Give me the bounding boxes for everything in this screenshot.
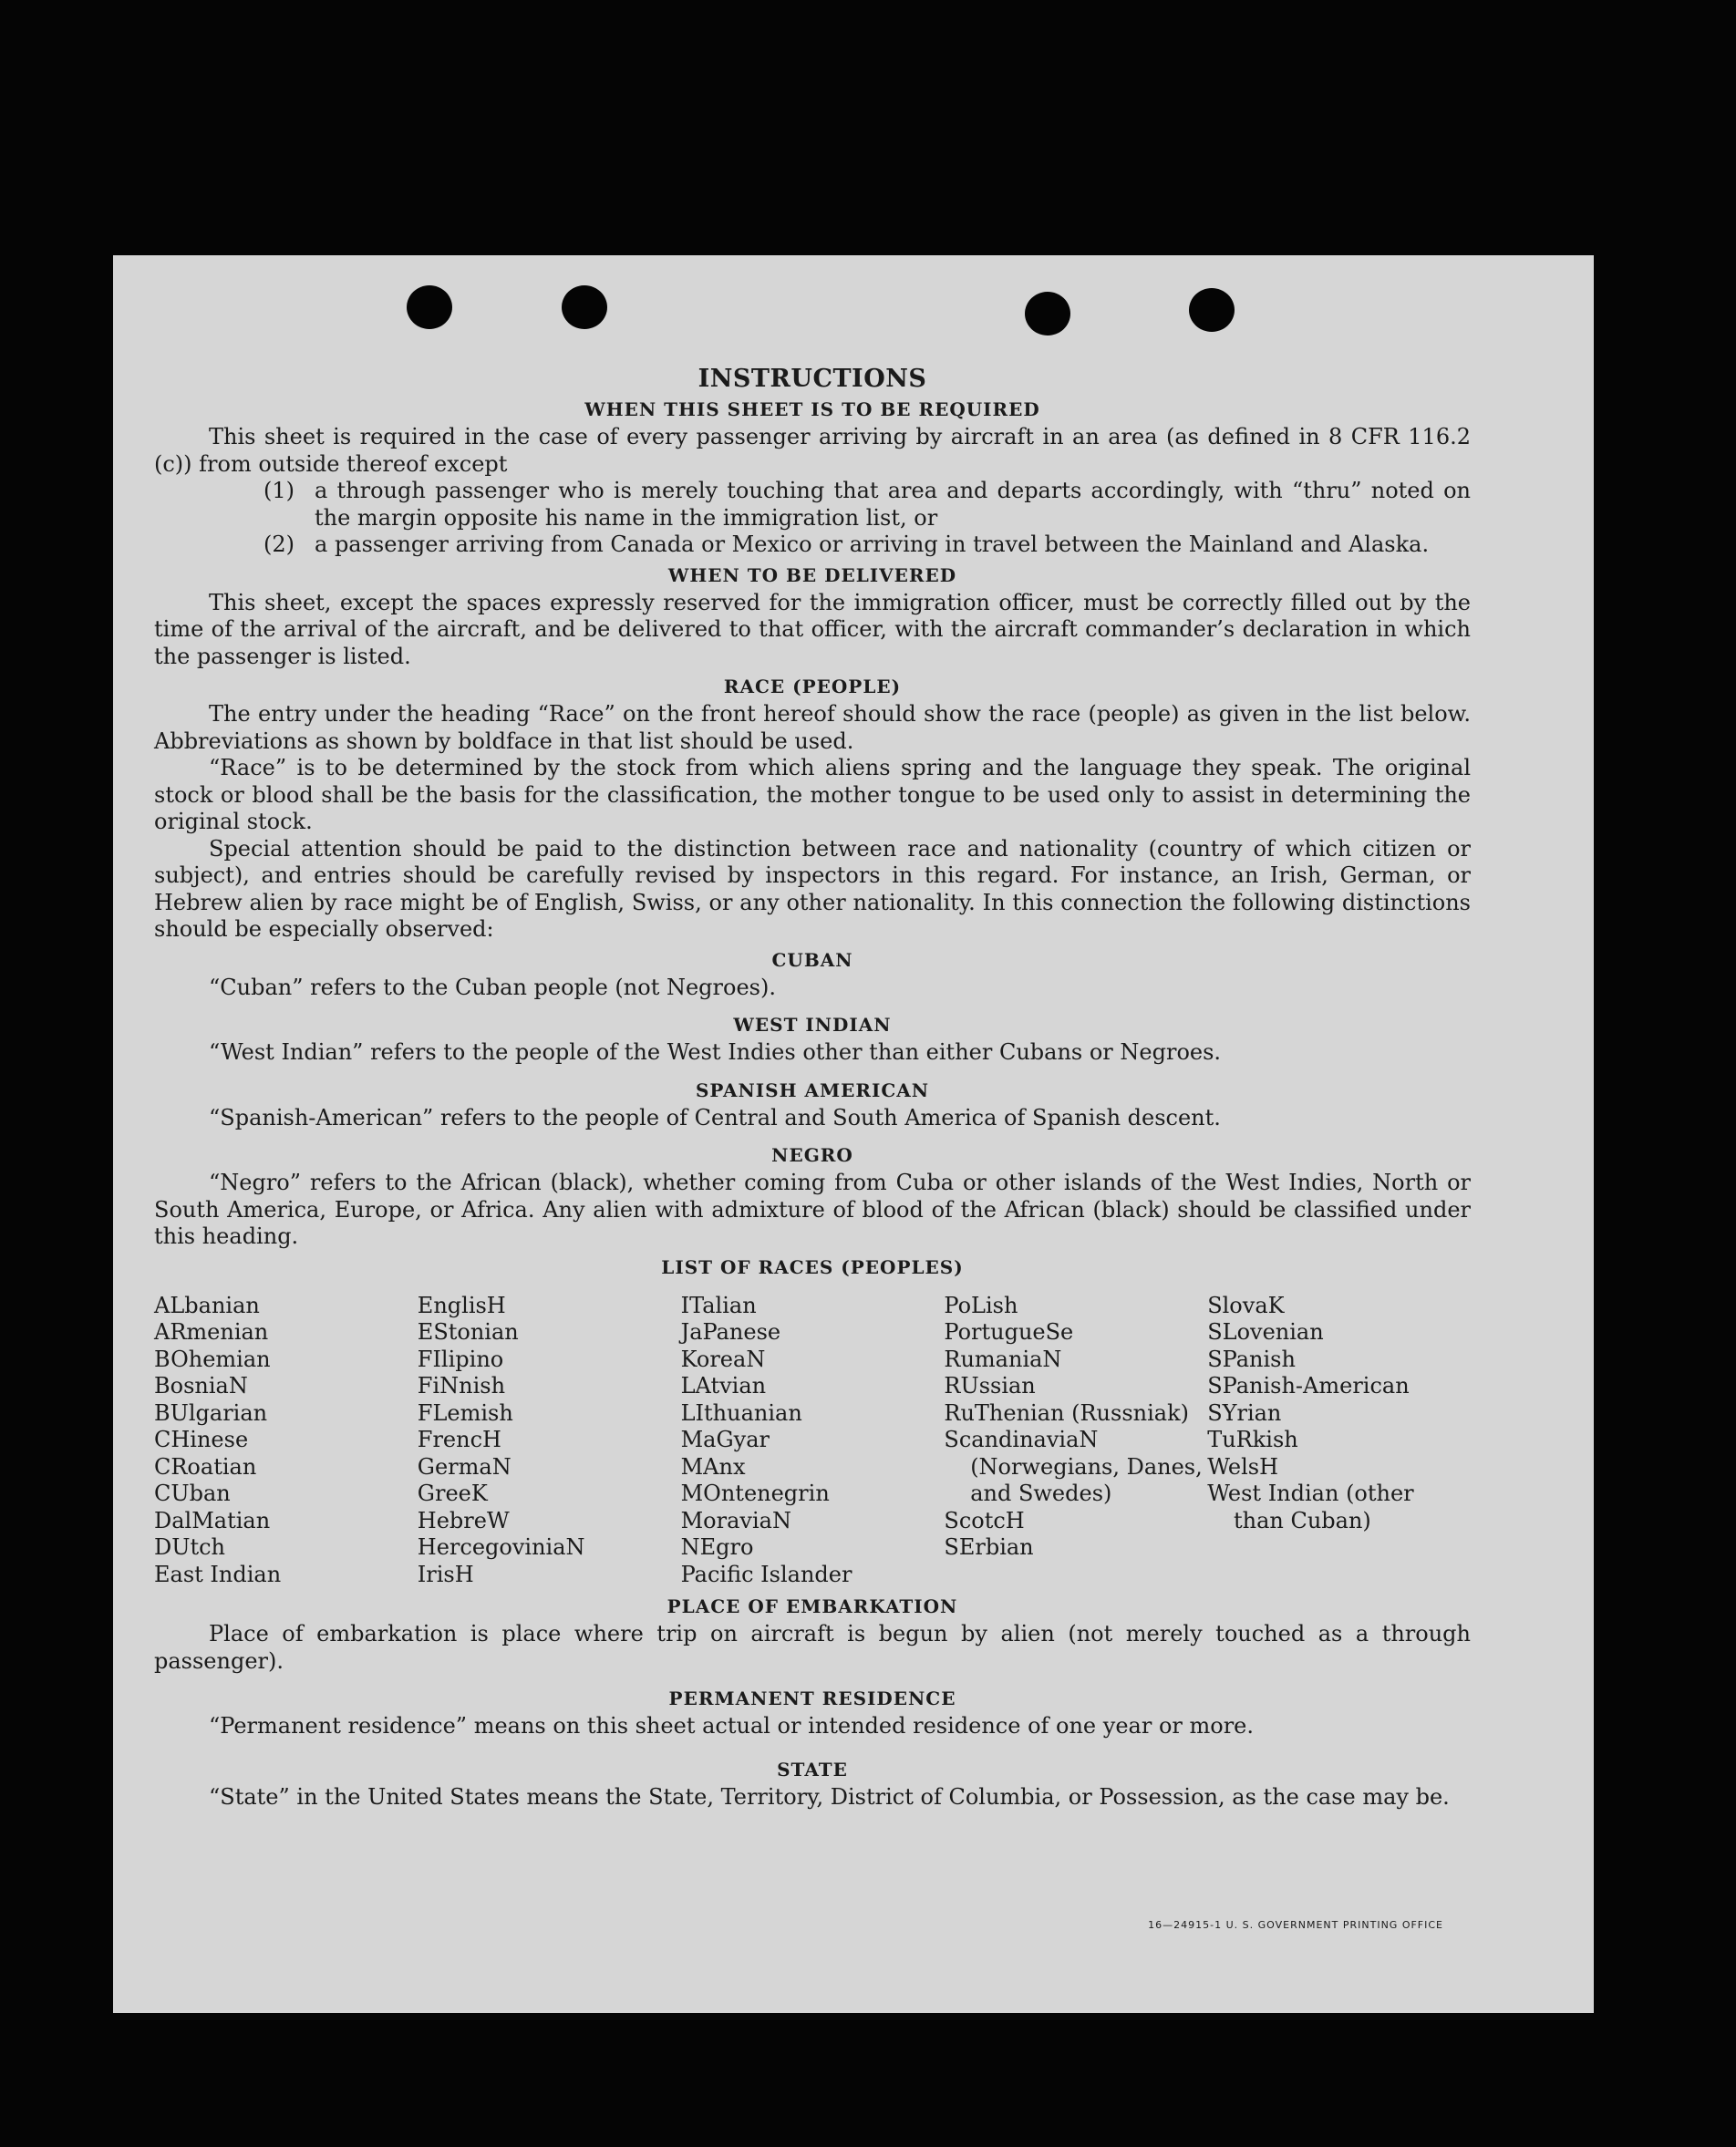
para-permanent-residence: “Permanent residence” means on this sheet actual or intended residence of one year or more.	[209, 1713, 1254, 1739]
race-entry: PoLish	[944, 1292, 1018, 1318]
printer-imprint: 16—24915-1 U. S. GOVERNMENT PRINTING OFFICE	[1148, 1919, 1443, 1931]
race-entry: EnglisH	[417, 1292, 506, 1318]
race-entry: SErbian	[944, 1534, 1034, 1560]
race-entry: JaPanese	[680, 1319, 781, 1345]
race-entry: ITalian	[680, 1292, 757, 1318]
race-entry: BUlgarian	[154, 1399, 268, 1426]
race-entry: NEgro	[680, 1534, 754, 1560]
race-entry: HercegoviniaN	[417, 1534, 585, 1560]
race-entry: FLemish	[417, 1399, 513, 1426]
race-entry: HebreW	[417, 1507, 510, 1533]
race-entry: MOntenegrin	[680, 1481, 830, 1506]
punch-hole	[1025, 292, 1070, 335]
exception-text: a passenger arriving from Canada or Mexico or arriving in travel between the Mainland and Alaska.	[315, 532, 1430, 557]
race-entry: East Indian	[154, 1561, 282, 1587]
para-race-3: Special attention should be paid to the distinction between race and nationality (country of which citizen or subject), and entries should be carefully revised by inspectors in this regard. For instance, an Irish, German, or Hebrew alien by race might be of English, Swiss, or any other nationality. In this connection the following distinctions should be especially observed:	[154, 835, 1471, 942]
race-entry: FrencH	[417, 1427, 501, 1452]
race-entry: RumaniaN	[944, 1346, 1062, 1372]
race-entry: ScotcH	[944, 1507, 1025, 1533]
race-entry: WelsH	[1207, 1453, 1279, 1480]
exception-item	[264, 532, 1471, 559]
race-entry: LIthuanian	[680, 1399, 802, 1426]
heading-negro: NEGRO	[771, 1144, 853, 1166]
para-race-1: The entry under the heading “Race” on the front hereof should show the race (people) as given in the list below. Abbreviations as shown by boldface in that list should be used.	[154, 701, 1471, 754]
exception-item	[264, 478, 1471, 532]
punch-hole	[407, 285, 452, 329]
exception-number: (1)	[264, 478, 294, 503]
race-entry: SlovaK	[1207, 1292, 1285, 1318]
para-when-required: This sheet is required in the case of every passenger arriving by aircraft in an area (as defined in 8 CFR 116.2 (c)) from outside thereof except	[154, 424, 1471, 477]
heading-spanish-american: SPANISH AMERICAN	[695, 1079, 930, 1101]
race-entry: MAnx	[680, 1453, 746, 1480]
race-column	[1207, 1293, 1471, 1589]
race-column	[154, 1293, 418, 1589]
heading-state: STATE	[777, 1758, 848, 1781]
race-entry: SLovenian	[1207, 1319, 1324, 1345]
para-spanish-american: “Spanish-American” refers to the people of Central and South America of Spanish descent.	[209, 1104, 1221, 1130]
race-entry: BosniaN	[154, 1373, 248, 1399]
race-entry: SYrian	[1207, 1399, 1282, 1426]
race-list	[154, 1293, 1471, 1589]
race-entry: PortugueSe	[944, 1319, 1074, 1345]
race-entry: BOhemian	[154, 1346, 271, 1372]
para-race-2: “Race” is to be determined by the stock from which aliens spring and the language they speak. The original stock or blood shall be the basis for the classification, the mother tongue to be used only to assist in determining the original stock.	[154, 755, 1471, 834]
race-entry: GermaN	[417, 1453, 512, 1480]
exception-number: (2)	[264, 532, 294, 557]
race-entry: MoraviaN	[680, 1507, 791, 1533]
race-entry: TuRkish	[1207, 1427, 1298, 1452]
race-entry: LAtvian	[680, 1373, 767, 1399]
race-column	[681, 1293, 945, 1589]
heading-when-required: WHEN THIS SHEET IS TO BE REQUIRED	[584, 398, 1040, 420]
race-entry: RUssian	[944, 1373, 1036, 1399]
heading-west-indian: WEST INDIAN	[733, 1014, 892, 1036]
race-entry: FiNnish	[417, 1373, 506, 1399]
race-entry: GreeK	[417, 1481, 488, 1506]
heading-list-of-races: LIST OF RACES (PEOPLES)	[661, 1255, 964, 1278]
para-west-indian: “West Indian” refers to the people of the West Indies other than either Cubans or Negroes.	[209, 1039, 1222, 1065]
para-when-delivered: This sheet, except the spaces expressly reserved for the immigration officer, must be correctly filled out by the time of the arrival of the aircraft, and be delivered to that officer, with the aircraft commander’s declaration in which the passenger is listed.	[154, 589, 1471, 669]
heading-embarkation: PLACE OF EMBARKATION	[666, 1595, 958, 1617]
punch-hole	[562, 285, 607, 329]
race-entry: KoreaN	[680, 1346, 766, 1372]
heading-cuban: CUBAN	[771, 948, 853, 971]
race-entry: EStonian	[417, 1319, 519, 1345]
heading-race: RACE (PEOPLE)	[723, 676, 902, 697]
para-state: “State” in the United States means the State, Territory, District of Columbia, or Possession, as the case may be.	[209, 1783, 1450, 1810]
race-column	[418, 1293, 681, 1589]
race-entry: West Indian (other than Cuban)	[1207, 1481, 1421, 1533]
race-entry: MaGyar	[680, 1427, 770, 1452]
race-column	[944, 1292, 1210, 1589]
race-entry: ScandinaviaN (Norwegians, Danes, and Swedes)	[944, 1427, 1210, 1506]
race-entry: DUtch	[154, 1534, 226, 1560]
race-entry: SPanish	[1207, 1346, 1296, 1372]
race-entry: ALbanian	[154, 1292, 260, 1318]
race-entry: RuThenian (Russniak)	[944, 1399, 1189, 1426]
race-entry: DalMatian	[154, 1507, 271, 1533]
para-cuban: “Cuban” refers to the Cuban people (not Negroes).	[209, 974, 776, 1000]
race-entry: CRoatian	[154, 1453, 257, 1480]
race-entry: IrisH	[417, 1561, 474, 1587]
page-title: INSTRUCTIONS	[698, 365, 927, 393]
race-entry: Pacific Islander	[680, 1561, 852, 1587]
instruction-sheet	[113, 255, 1594, 2013]
race-entry: CHinese	[154, 1427, 249, 1452]
para-negro: “Negro” refers to the African (black), whether coming from Cuba or other islands of the West Indies, North or South America, Europe, or Africa. Any alien with admixture of blood of the African (black) should be classified under this heading.	[154, 1170, 1471, 1249]
heading-when-delivered: WHEN TO BE DELIVERED	[667, 563, 957, 586]
race-entry: SPanish-American	[1207, 1373, 1410, 1399]
race-entry: ARmenian	[154, 1319, 269, 1345]
para-embarkation: Place of embarkation is place where trip on aircraft is begun by alien (not merely touched as a through passenger).	[154, 1621, 1471, 1674]
punch-hole	[1189, 288, 1235, 332]
exception-text: a through passenger who is merely touching that area and departs accordingly, with “thru” noted on the margin opposite his name in the immigration list, or	[315, 478, 1471, 531]
race-entry: CUban	[154, 1481, 231, 1506]
race-entry: FIlipino	[417, 1346, 504, 1372]
heading-permanent-residence: PERMANENT RESIDENCE	[668, 1688, 956, 1709]
